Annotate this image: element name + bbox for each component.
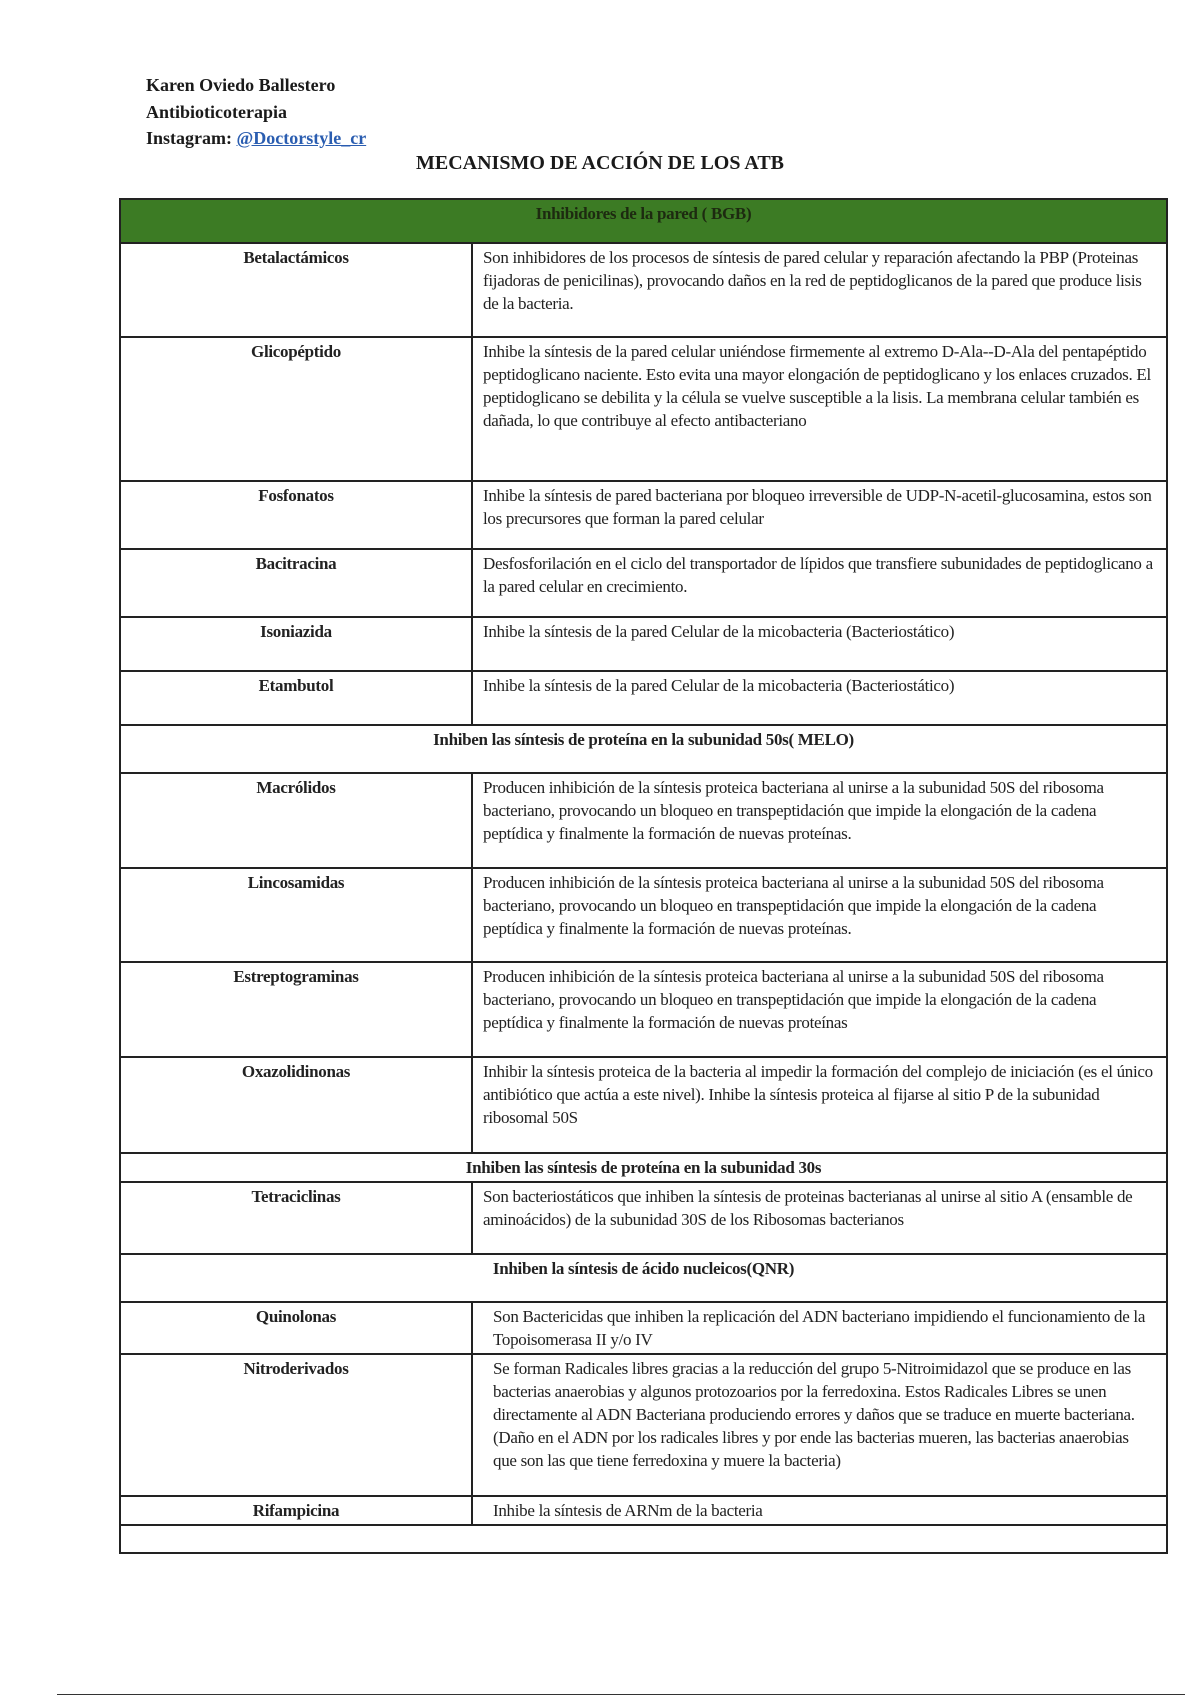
- mechanism-description: Inhibe la síntesis de la pared Celular de la micobacteria (Bacteriostático): [472, 617, 1167, 671]
- antibiotic-name: Glicopéptido: [120, 337, 472, 481]
- mechanism-description: Inhibe la síntesis de pared bacteriana por bloqueo irreversible de UDP-N-acetil-glucosamina, estos son los precursores que forman la pared celular: [472, 481, 1167, 549]
- antibiotic-name: Quinolonas: [120, 1302, 472, 1354]
- table-row: [120, 773, 1167, 868]
- section-heading: Inhiben la síntesis de ácido nucleicos(QNR): [120, 1254, 1167, 1302]
- table-row: [120, 962, 1167, 1057]
- section-header-row: [120, 1153, 1167, 1182]
- mechanism-description: Producen inhibición de la síntesis proteica bacteriana al unirse a la subunidad 50S del ribosoma bacteriano, provocando un bloqueo en transpeptidación que impide la elongación de la cadena peptídica y finalmente la formación de nuevas proteínas: [472, 962, 1167, 1057]
- antibiotic-name: Rifampicina: [120, 1496, 472, 1525]
- mechanism-description: Inhibe la síntesis de la pared celular uniéndose firmemente al extremo D-Ala--D-Ala del pentapéptido peptidoglicano naciente. Esto evita una mayor elongación de peptidoglicano y los enlaces cruzados. El peptidoglicano se debilita y la célula se vuelve susceptible a la lisis. La membrana celular también es dañada, lo que contribuye al efecto antibacteriano: [472, 337, 1167, 481]
- table-row: [120, 868, 1167, 962]
- table-row: [120, 549, 1167, 617]
- antibiotic-name: Etambutol: [120, 671, 472, 725]
- instagram-link[interactable]: @Doctorstyle_cr: [236, 128, 367, 148]
- antibiotic-name: Tetraciclinas: [120, 1182, 472, 1254]
- antibiotic-name: Fosfonatos: [120, 481, 472, 549]
- mechanism-description: Son Bactericidas que inhiben la replicación del ADN bacteriano impidiendo el funcionamiento de la Topoisomerasa II y/o IV: [472, 1302, 1167, 1354]
- table-row: [120, 1302, 1167, 1354]
- antibiotic-name: Nitroderivados: [120, 1354, 472, 1496]
- section-heading: Inhibidores de la pared ( BGB): [120, 199, 1167, 243]
- section-heading: Inhiben las síntesis de proteína en la subunidad 30s: [120, 1153, 1167, 1182]
- author-name: Karen Oviedo Ballestero: [146, 75, 336, 95]
- antibiotic-name: Bacitracina: [120, 549, 472, 617]
- empty-cell: [120, 1525, 1167, 1553]
- section-heading: Inhiben las síntesis de proteína en la subunidad 50s( MELO): [120, 725, 1167, 773]
- table-row: [120, 1496, 1167, 1525]
- empty-row: [120, 1525, 1167, 1553]
- mechanism-description: Se forman Radicales libres gracias a la reducción del grupo 5-Nitroimidazol que se produce en las bacterias anaerobias y algunos protozoarios por la ferredoxina. Estos Radicales Libres se unen directamente al ADN Bacteriana produciendo errores y daños que se traduce en muerte bacteriana. (Daño en el ADN por los radicales libres y por ende las bacterias mueren, las bacterias anaerobias que son las que tiene ferredoxina y muere la bacteria): [472, 1354, 1167, 1496]
- table-row: [120, 617, 1167, 671]
- table-row: [120, 337, 1167, 481]
- mechanism-description: Son bacteriostáticos que inhiben la síntesis de proteinas bacterianas al unirse al sitio A (ensamble de aminoácidos) de la subunidad 30S de los Ribosomas bacterianos: [472, 1182, 1167, 1254]
- document-header: [146, 72, 366, 152]
- subject-line: Antibioticoterapia: [146, 101, 287, 122]
- mechanism-table: [119, 198, 1168, 1554]
- table-row: [120, 1057, 1167, 1153]
- antibiotic-name: Oxazolidinonas: [120, 1057, 472, 1153]
- footer-divider: [57, 1694, 1185, 1695]
- page-title: MECANISMO DE ACCIÓN DE LOS ATB: [415, 152, 785, 174]
- table-row: [120, 671, 1167, 725]
- antibiotic-name: Isoniazida: [120, 617, 472, 671]
- mechanism-description: Producen inhibición de la síntesis proteica bacteriana al unirse a la subunidad 50S del ribosoma bacteriano, provocando un bloqueo en transpeptidación que impide la elongación de la cadena peptídica y finalmente la formación de nuevas proteínas.: [472, 868, 1167, 962]
- table-row: [120, 243, 1167, 337]
- antibiotic-name: Macrólidos: [120, 773, 472, 868]
- mechanism-description: Desfosforilación en el ciclo del transportador de lípidos que transfiere subunidades de peptidoglicano a la pared celular en crecimiento.: [472, 549, 1167, 617]
- section-header-row: [120, 199, 1167, 243]
- table-row: [120, 1354, 1167, 1496]
- instagram-label: Instagram:: [146, 128, 232, 148]
- antibiotic-name: Lincosamidas: [120, 868, 472, 962]
- antibiotic-name: Estreptograminas: [120, 962, 472, 1057]
- mechanism-description: Inhibe la síntesis de la pared Celular de la micobacteria (Bacteriostático): [472, 671, 1167, 725]
- mechanism-description: Son inhibidores de los procesos de síntesis de pared celular y reparación afectando la PBP (Proteinas fijadoras de penicilinas), provocando daños en la red de peptidoglicanos de la pared que produce lisis de la bacteria.: [472, 243, 1167, 337]
- mechanism-description: Inhibir la síntesis proteica de la bacteria al impedir la formación del complejo de iniciación (es el único antibiótico que actúa a este nivel). Inhibe la síntesis proteica al fijarse al sitio P de la subunidad ribosomal 50S: [472, 1057, 1167, 1153]
- mechanism-description: Inhibe la síntesis de ARNm de la bacteria: [472, 1496, 1167, 1525]
- mechanism-description: Producen inhibición de la síntesis proteica bacteriana al unirse a la subunidad 50S del ribosoma bacteriano, provocando un bloqueo en transpeptidación que impide la elongación de la cadena peptídica y finalmente la formación de nuevas proteínas.: [472, 773, 1167, 868]
- antibiotic-name: Betalactámicos: [120, 243, 472, 337]
- table-row: [120, 1182, 1167, 1254]
- section-header-row: [120, 725, 1167, 773]
- instagram-line: [146, 125, 366, 152]
- section-header-row: [120, 1254, 1167, 1302]
- table-row: [120, 481, 1167, 549]
